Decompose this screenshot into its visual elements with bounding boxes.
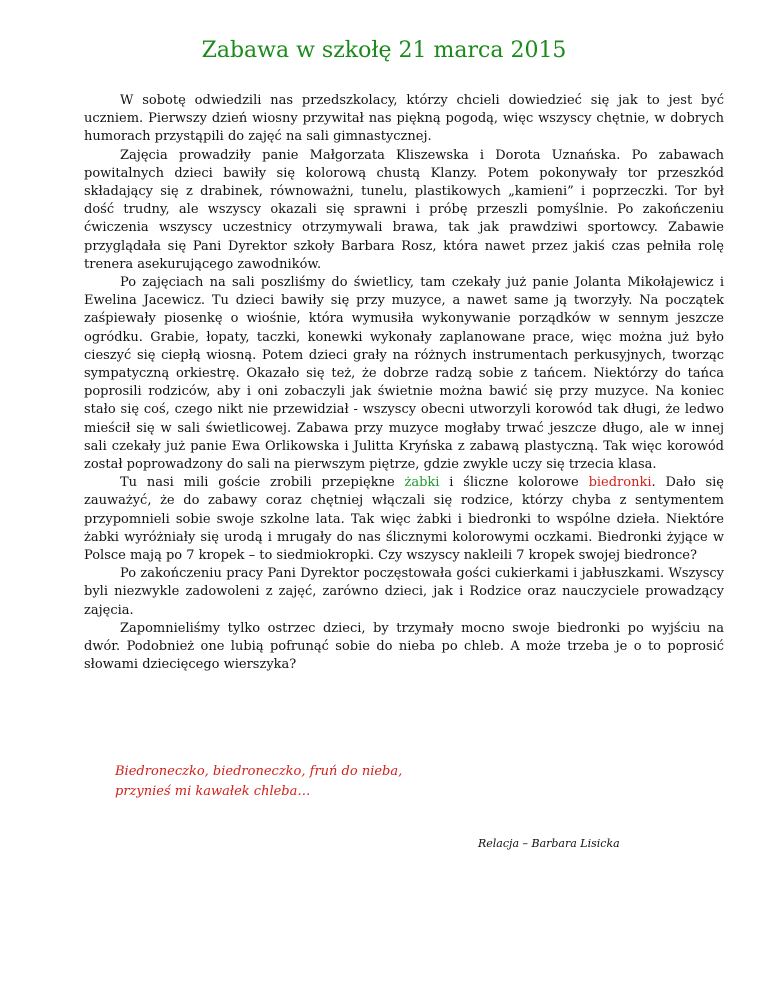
paragraph-4-text-c: . Dało się zauważyć, że do zabawy coraz chętniej włączali się rodzice, którzy chyba z sentymentem przypomnieli sobie swoje szkolne lata. Tak więc żabki i biedronki to wspólne dzieła. Niektóre żabki wyróżniały się urodą i mrugały do nas ślicznymi kolorowymi oczkami. Biedronki żyjące w Polsce mają po 7 kropek – to siedmiokropki. Czy wszyscy nakleili 7 kropek swojej biedronce? [84,475,724,564]
paragraph-6: Zapomnieliśmy tylko ostrzec dzieci, by trzymały mocno swoje biedronki po wyjściu na dwór. Podobnież one lubią pofrunąć sobie do nieba po chleb. A może trzeba je o to poprosić słowami dziecięcego wierszyka? [84,620,724,673]
paragraph-5: Po zakończeniu pracy Pani Dyrektor poczęstowała gości cukierkami i jabłuszkami. Wszyscy byli niezwykle zadowoleni z zajęć, zarówno dzieci, jak i Rodzice oraz nauczyciele prowadzący zajęcia. [84,566,724,618]
poem-line-2: przynieś mi kawałek chleba… [115,784,311,799]
poem-line-1: Biedroneczko, biedroneczko, fruń do nieba, [115,764,403,779]
paragraph-3: Po zajęciach na sali poszliśmy do świetlicy, tam czekały już panie Jolanta Mikołajewicz i Ewelina Jacewicz. Tu dzieci bawiły się przy muzyce, a nawet same ją tworzyły. Na początek zaśpiewały piosenkę o wiośnie, która wymusiła wykonywanie porządków w sennym jeszcze ogródku. Grabie, łopaty, taczki, konewki wykonały zaplanowane prace, więc można już było cieszyć się ciepłą wiosną. Potem dzieci grały na różnych instrumentach perkusyjnych, tworząc sympatyczną orkiestrę. Okazało się też, że dobrze radzą sobie z tańcem. Niektórzy do tańca poprosili rodziców, aby i oni zobaczyli jak świetnie można bawić się przy muzyce. Na koniec stało się coś, czego nikt nie przewidział - wszyscy obecni utworzyli korowód tak długi, że ledwo mieścił się w sali świetlicowej. Zabawa przy muzyce mogłaby trwać jeszcze długo, ale w innej sali czekały już panie Ewa Orlikowska i Julitta Kryńska z zabawą plastyczną. Tak więc korowód został poprowadzony do sali na pierwszym piętrze, gdzie zwykle uczy się trzecia klasa. [84,275,724,473]
signature: Relacja – Barbara Lisicka [478,837,620,850]
article-body [84,92,724,675]
ladybugs-highlight: biedronki [588,475,652,491]
poem [115,762,402,802]
paragraph-4 [84,474,724,565]
frogs-highlight: żabki [404,475,440,491]
page-title: Zabawa w szkołę 21 marca 2015 [201,38,567,63]
paragraph-4-text-b: i śliczne kolorowe [439,475,589,491]
paragraph-2: Zajęcia prowadziły panie Małgorzata Kliszewska i Dorota Uznańska. Po zabawach powitalnych dzieci bawiły się kolorową chustą Klanzy. Potem pokonywały tor przeszkód składający się z drabinek, równoważni, tunelu, plastikowych „kamieni” i poprzeczki. Tor był dość trudny, ale wszyscy okazali się sprawni i próbę przeszli pomyślnie. Po zakończeniu ćwiczenia wszyscy uczestnicy otrzymywali brawa, tak jak prawdziwi sportowcy. Zabawie przyglądała się Pani Dyrektor szkoły Barbara Rosz, która nawet przez jakiś czas pełniła rolę trenera asekurującego zawodników. [84,147,724,272]
paragraph-4-text-a: Tu nasi mili goście zrobili przepiękne [120,475,405,491]
paragraph-1: W sobotę odwiedzili nas przedszkolacy, którzy chcieli dowiedzieć się jak to jest być uczniem. Pierwszy dzień wiosny przywitał nas piękną pogodą, więc wszyscy chętnie, w dobrych humorach przystąpili do zajęć na sali gimnastycznej. [84,93,724,145]
